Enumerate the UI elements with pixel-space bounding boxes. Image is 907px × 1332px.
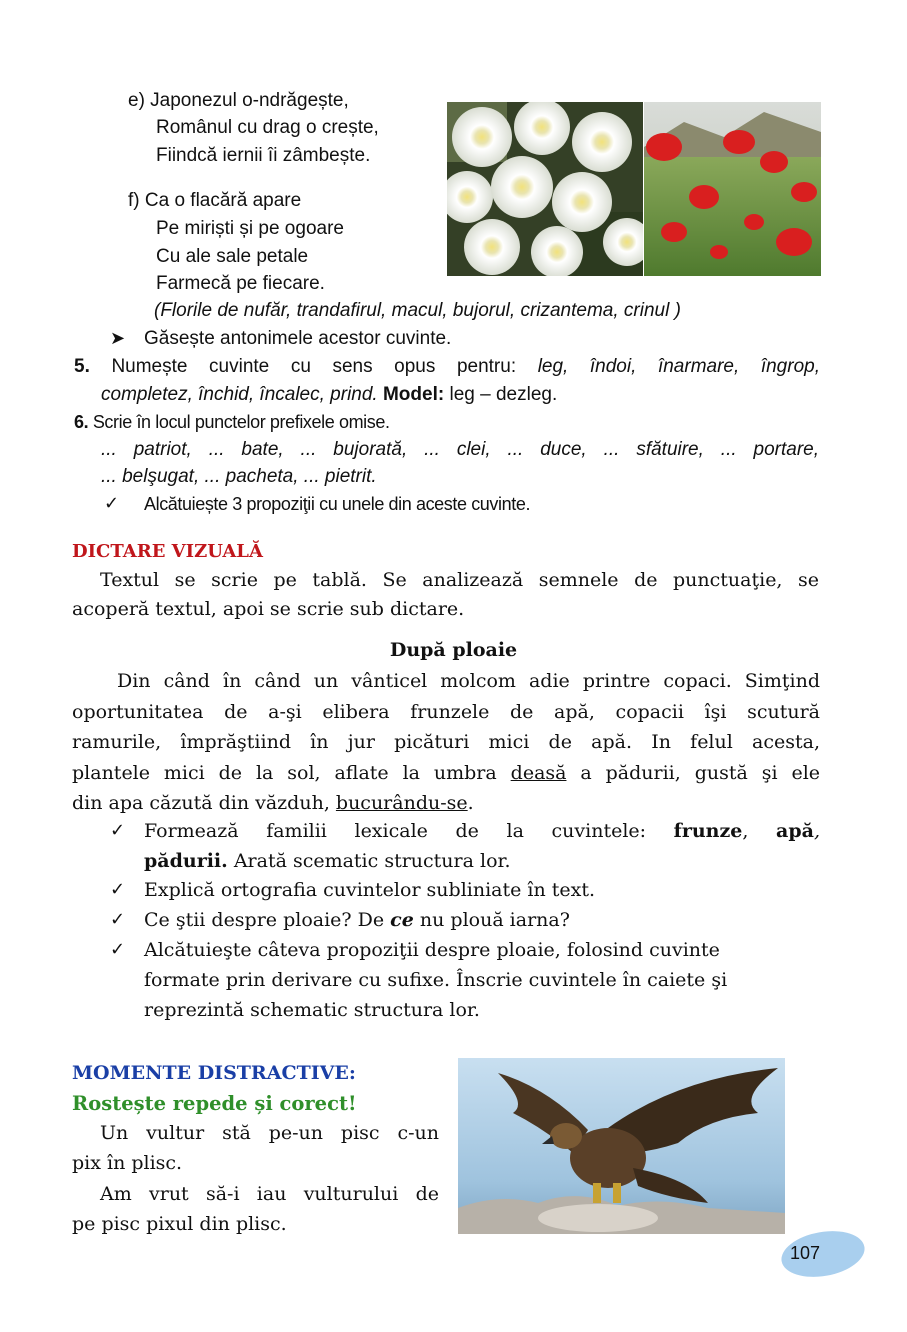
exercise-6-line-1	[74, 412, 390, 433]
text-title: După ploaie	[389, 639, 518, 661]
fun-moments-heading: MOMENTE DISTRACTIVE:	[72, 1062, 356, 1084]
checkmark-icon: ✓	[104, 493, 120, 514]
riddle-e-line-1: e) Japonezul o-ndrăgește,	[128, 90, 349, 111]
dictation-heading: DICTARE VIZUALĂ	[72, 541, 263, 562]
checkmark-icon: ✓	[110, 879, 126, 900]
task-1-word-apa: apă	[776, 820, 814, 842]
task-4-line-3: reprezintă schematic structura lor.	[144, 999, 480, 1021]
text-line-3: ramurile, împrăştiind în jur picături mici de apă. In felul acesta,	[72, 731, 820, 753]
task-1-text: Formează familii lexicale de la cuvintele:	[144, 820, 647, 842]
text-line-5	[72, 792, 474, 814]
task-2: Explică ortografia cuvintelor subliniate în text.	[144, 879, 596, 901]
text-line-1: Din când în când un vânticel molcom adie printre copaci. Simţind	[117, 670, 820, 692]
text-line-5-end: .	[467, 792, 474, 814]
riddle-f-line-1: f) Ca o flacără apare	[128, 190, 302, 211]
task-1-text-2: Arată scematic structura lor.	[233, 850, 511, 872]
task-3-c: nu plouă iarna?	[419, 909, 570, 931]
task-3	[144, 909, 570, 931]
riddle-f-line-4: Farmecă pe fiecare.	[156, 273, 325, 294]
underlined-word-deasa: deasă	[510, 762, 567, 784]
checkmark-icon: ✓	[110, 909, 126, 930]
eagle-photo	[458, 1058, 785, 1234]
exercise-5-line-2	[101, 384, 557, 406]
text-line-4-b: a pădurii, gustă şi ele	[580, 762, 821, 784]
tongue-twister-line-2: pix în plisc.	[72, 1152, 183, 1174]
checkmark-icon: ✓	[110, 939, 126, 960]
antonyms-task: Găsește antonimele acestor cuvinte.	[144, 328, 452, 349]
task-3-emphasis: ce	[390, 909, 414, 931]
underlined-word-bucurandu-se: bucurându-se	[335, 792, 468, 814]
tongue-twister-line-4: pe pisc pixul din plisc.	[72, 1213, 287, 1235]
exercise-5-model-text: leg – dezleg.	[449, 384, 558, 405]
task-1-line-2	[144, 850, 511, 872]
text-line-4-a: plantele mici de la sol, aflate la umbra	[72, 762, 497, 784]
riddle-f-line-2: Pe miriști și pe ogoare	[156, 218, 344, 239]
exercise-6-words-1: ... patriot, ... bate, ... bujorată, ... clei, ... duce, ... sfătuire, ... portare,	[101, 439, 819, 460]
exercise-5-line-1	[74, 356, 820, 378]
task-3-a: Ce ştii despre ploaie? De	[144, 909, 385, 931]
riddle-f-line-3: Cu ale sale petale	[156, 246, 309, 267]
exercise-5-number: 5.	[74, 356, 90, 377]
exercise-5-model-label: Model:	[382, 384, 445, 405]
exercise-6-text: Scrie în locul punctelor prefixele omise.	[92, 412, 390, 432]
riddle-e-line-2: Românul cu drag o crește,	[156, 117, 379, 138]
dictation-intro-line-1: Textul se scrie pe tablă. Se analizează semnele de punctuaţie, se	[100, 569, 819, 591]
exercise-5-words-1: leg, îndoi, înarmare, îngrop,	[537, 356, 820, 377]
text-line-5-a: din apa căzută din văzduh,	[72, 792, 330, 814]
exercise-5-intro: Numește cuvinte cu sens opus pentru:	[111, 356, 517, 377]
task-1-word-frunze: frunze	[673, 820, 743, 842]
fun-moments-subheading: Rostește repede și corect!	[72, 1092, 357, 1115]
poppy-field-photo	[644, 102, 821, 276]
arrow-bullet-icon: ➤	[110, 328, 126, 348]
exercise-6-task: Alcătuiește 3 propoziţii cu unele din aceste cuvinte.	[144, 494, 531, 514]
text-line-2: oportunitatea de a-şi elibera frunzele de apă, copacii îşi scutură	[72, 701, 820, 723]
task-1-line-1: Formează familii lexicale de la cuvintele: frunze, apă,	[144, 820, 820, 842]
tongue-twister-line-1: Un vultur stă pe-un pisc c-un	[100, 1122, 439, 1144]
dictation-intro-line-2: acoperă textul, apoi se scrie sub dictare.	[72, 598, 465, 620]
task-4-line-2: formate prin derivare cu sufixe. Înscrie cuvintele în caiete şi	[144, 969, 728, 991]
task-1-word-padurii: pădurii.	[144, 850, 228, 872]
riddle-e-line-3: Fiindcă iernii îi zâmbește.	[156, 145, 371, 166]
exercise-5-words-2: completez, închid, încalec, prind.	[101, 384, 378, 405]
exercise-6-number: 6.	[74, 412, 89, 432]
text-line-4	[72, 762, 820, 784]
exercise-6-words-2: ... belşugat, ... pacheta, ... pietrit.	[101, 466, 377, 487]
task-4-line-1: Alcătuieşte câteva propoziţii despre ploaie, folosind cuvinte	[144, 939, 720, 961]
chrysanthemum-photo	[447, 102, 643, 276]
riddle-answers: (Florile de nufăr, trandafirul, macul, bujorul, crizantema, crinul )	[154, 300, 681, 321]
checkmark-icon: ✓	[110, 820, 126, 841]
page-number: 107	[790, 1243, 821, 1263]
tongue-twister-line-3: Am vrut să-i iau vulturului de	[100, 1183, 439, 1205]
